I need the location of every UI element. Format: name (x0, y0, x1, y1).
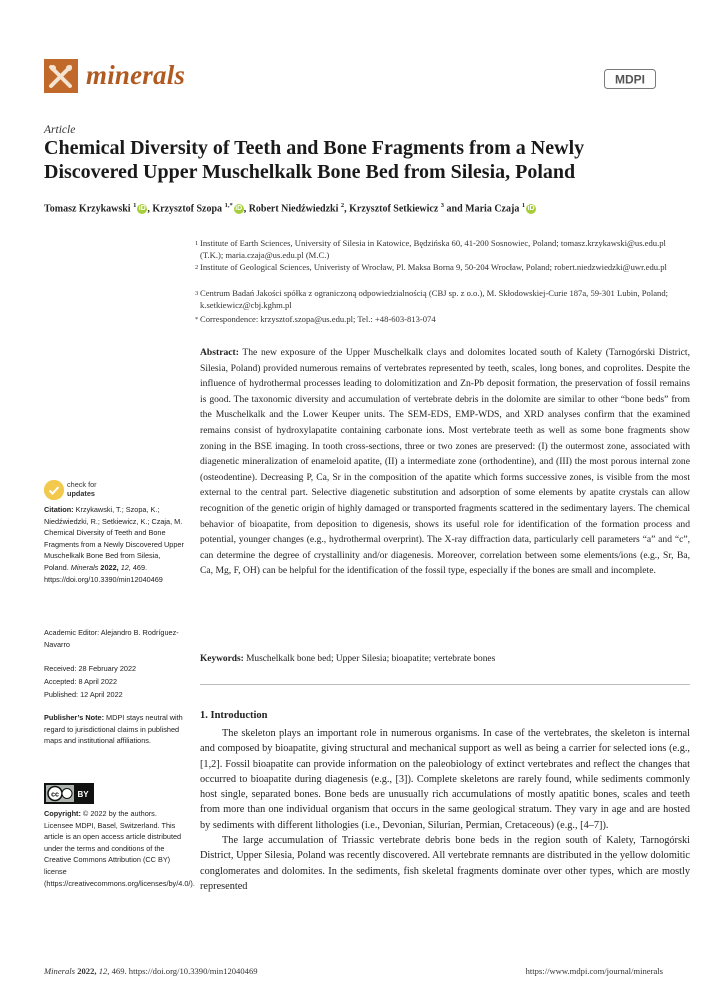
mdpi-logo (604, 69, 656, 89)
affiliation-3: 3 Centrum Badań Jakości spółka z ograniczoną odpowiedzialnością (CBJ sp. z o.o.), M. Skłodowskiej-Curie 187a, 59-301 Lubin, Poland; k.setkiewicz@cbj.kghm.pl (195, 288, 669, 310)
abstract-text: The new exposure of the Upper Muschelkalk clays and dolomites located south of Kalety (Tarnogórski District, Silesia, Poland) provided numerous remains of vertebrates represented by teeth, scales, long bones, and coprolites. Despite the influence of hydrothermal processes leading to dolomitization and Zn-Pb deposit formation, the preservation of fossil remains is good. The taxonomic diversity and accumulation of vertebrate debris in the dolomite are similar to other “bone beds” from the Muschelkalk and the Lower Keuper units. The SEM-EDS, EMP-WDS, and XRD analyses confirm that the examined remains consist of hydroxylapatite containing carbonate ions. Most vertebrate teeth as well as some bone fragments show zoning in the BSE imaging. In tooth cross-sections, three or two zones are preserved: (I) the outermost zone, associated with diagenetic mineralization of enameloid apatite, (II) a intermediate zone (orthodentine), and (III) the most porous internal zone (osteodentine). Decreasing P, Ca, Sr in the composition of the apatite which forms successive zones, is visible from the most external to the central part. Selective diagenetic substitution and adsorption of some elements by apatite crystals can allow recognition of the genetic origin of highly damaged or transported fragments scattered in the sedimentary layers. The chemical behavior of bioapatite, from deposition to digenesis, shows its useful role for identification of the formation process and potential, younger changes (e.g., hydrothermal overprint). The X-ray diffraction data, particularly cell parameters “a” and “c”, can determine the degree of crystallinity and/or diagenesis. Moreover, correlation between some elements/ions (e.g., Sr, Ba, Ca, Mg, F, OH) can be helpful for the identification of the fossil type, especially if the bones are small and incomplete. (200, 347, 690, 577)
author-list: Tomasz Krzykawski $^1$ iD , Krzysztof Szopa $^{1,*}$ iD , Robert Niedźwiedzki $^2$, Krzysztof Setkiewicz $^3$ and Maria Czaja $^1$ iD (44, 202, 535, 215)
received-date: Received: 28 February 2022 (44, 664, 137, 673)
abstract-label: Abstract: (200, 347, 239, 358)
published-date: Published: 12 April 2022 (44, 690, 123, 699)
publisher-note: Publisher’s Note: MDPI stays neutral with regard to jurisdictional claims in published maps and institutional affiliations. (44, 713, 183, 746)
check-for-updates[interactable]: check for updates (67, 480, 97, 498)
paragraph: The large accumulation of Triassic vertebrate debris bone beds in the region south of Kalety, Tarnogórski District, Upper Silesia, Poland was recently discovered. All vertebrate remnants are distributed in the yellow dolomitic conglomerates and dolomites. In the sediments, fish skeletal fragments dominate over other types, which are mostly represented (200, 835, 690, 892)
keywords-text: Muschelkalk bone bed; Upper Silesia; bioapatite; vertebrate bones (246, 654, 496, 664)
paragraph: The skeleton plays an important role in numerous organisms. In case of the vertebrates, the skeleton is internal and composed by bioapatite, giving structural and mechanical support as well as being a carrier for selected ions (e.g., [1,2]. Fossil bioapatite can provide information on the paleobiology of extinct vertebrates and reflect the changes that occurred to bioapatite during diagenesis (e.g., [3]). Complete skeletons are rarely found, while sediments commonly host single, separated bones. Bone beds are unusually rich accumulations of mostly apatitic bones, scales and teeth from more than one individual organism that occurs in the same geological stratum. They vary in age and are hosted by sediments with different lithologies (i.e., Devonian, Silurian, Permian, Cretaceous) (e.g., [4–7]). (200, 728, 690, 831)
author-affiliation: 3 (440, 202, 445, 209)
svg-text:cc: cc (51, 791, 59, 799)
footer-citation: Minerals 2022, 12, 469. https://doi.org/10.3390/min12040469 (44, 966, 258, 976)
check-for-updates-icon[interactable] (44, 480, 64, 500)
introduction-body (200, 726, 690, 894)
author-name[interactable]: Maria Czaja (465, 203, 520, 215)
keywords-label: Keywords: (200, 654, 244, 664)
affiliation-1: 1 Institute of Earth Sciences, University of Silesia in Katowice, Będzińska 60, 41-200 Sosnowiec, Poland; tomasz.krzykawski@us.edu.pl (T.K.); maria.czaja@us.edu.pl (M.C.) (195, 238, 666, 260)
orcid-icon[interactable]: iD (235, 205, 243, 213)
accepted-date: Accepted: 8 April 2022 (44, 677, 118, 686)
author-name[interactable]: Tomasz Krzykawski (44, 203, 131, 215)
author-name[interactable]: Krzysztof Setkiewicz (349, 203, 439, 215)
cc-by-license-icon[interactable] (44, 783, 94, 804)
citation-block: Citation: Krzykawski, T.; Szopa, K.; Niedźwiedzki, R.; Setkiewicz, K.; Czaja, M. Chemical Diversity of Teeth and Bone Fragments from a Newly Discovered Upper Muschelkalk Bone Bed from Silesia, Poland. Minerals 2022, 12, 469. https://doi.org/10.3390/min12040469 (44, 505, 184, 584)
journal-name: minerals (86, 60, 186, 90)
author-name[interactable]: Robert Niedźwiedzki (248, 203, 339, 215)
citation-doi-link[interactable]: 469. https://doi.org/10.3390/min12040469 (44, 562, 163, 584)
author-name[interactable]: Krzysztof Szopa (152, 203, 223, 215)
author-affiliation: 1 (133, 202, 137, 209)
svg-text:BY: BY (77, 790, 89, 799)
academic-editor: Academic Editor: Alejandro B. Rodríguez-Navarro (44, 628, 179, 649)
affiliation-2: 2 Institute of Geological Sciences, Univeristy of Wrocław, Pl. Maksa Borna 9, 50-204 Wrocław, Poland; robert.niedzwiedzki@uwr.edu.pl (195, 262, 667, 272)
correspondence: * Correspondence: krzysztof.szopa@us.edu.pl; Tel.: +48-603-813-074 (195, 314, 436, 324)
paper-title: Chemical Diversity of Teeth and Bone Fragments from a Newly Discovered Upper Muschelkalk Bone Bed from Silesia, Poland (44, 137, 585, 183)
copyright-notice: Copyright: © 2022 by the authors. Licensee MDPI, Basel, Switzerland. This article is an open access article distributed under the terms and conditions of the Creative Commons Attribution (CC BY) license (https://creativecommons.org/licenses/by/4.0/). (44, 809, 195, 888)
publisher-name: MDPI (615, 72, 645, 87)
author-affiliation: 1,* (224, 202, 233, 209)
abstract (200, 345, 690, 579)
orcid-icon[interactable]: iD (138, 205, 146, 213)
footer-journal-url[interactable]: https://www.mdpi.com/journal/minerals (525, 966, 663, 976)
section-heading: 1. Introduction (200, 710, 268, 721)
divider (200, 684, 690, 685)
author-affiliation: 1 (521, 202, 526, 209)
keywords (200, 652, 690, 668)
orcid-icon[interactable]: iD (527, 205, 535, 213)
footer-doi-link[interactable]: 469. https://doi.org/10.3390/min12040469 (111, 966, 258, 976)
journal-logo-icon (44, 59, 78, 93)
article-type: Article (44, 124, 76, 136)
author-affiliation: 2 (340, 202, 345, 209)
